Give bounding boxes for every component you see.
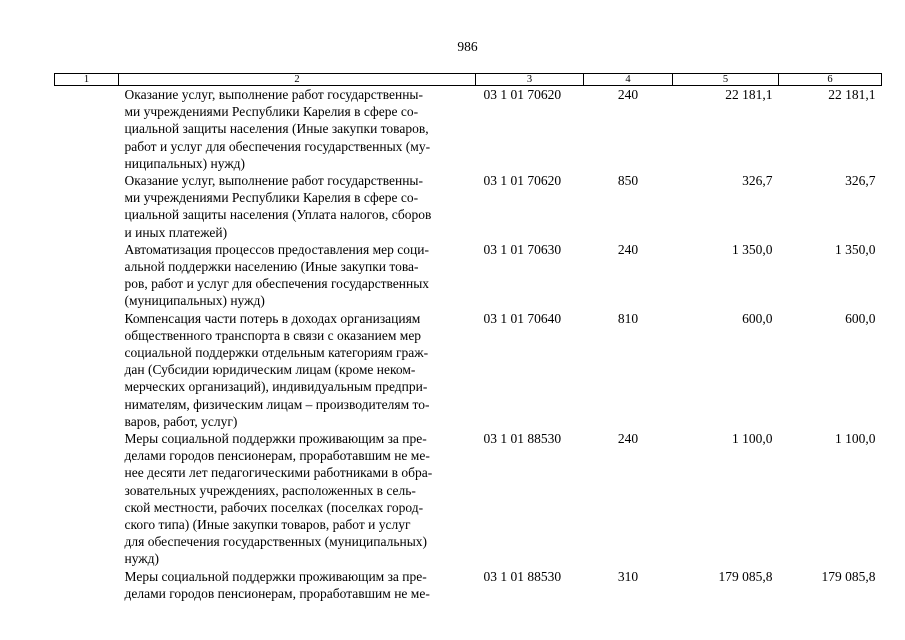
column-header-5: 5 xyxy=(673,74,779,86)
expense-type-code: 310 xyxy=(617,568,639,584)
page-number: 986 xyxy=(457,39,478,54)
expense-type-code: 240 xyxy=(617,241,639,257)
amount-year-2: 179 085,8 xyxy=(821,568,876,584)
target-article-code: 03 1 01 88530 xyxy=(483,568,562,584)
amount-year-2: 1 100,0 xyxy=(835,431,876,447)
amount-year-1: 22 181,1 xyxy=(725,87,773,102)
expense-type-code: 240 xyxy=(617,87,639,102)
table-row xyxy=(55,172,882,241)
table-row xyxy=(55,86,882,173)
row-description: Компенсация части потерь в доходах организациям общественного транспорта в связи с оказанием мер социальной поддержки отдельным категориям граж- дан (Субсидии юридическим лицам (кроме неком- мерческих организаций), индивидуальным предпри- нимателям, физическим лицам – производителям то- варов, работ, услуг) xyxy=(124,310,430,429)
amount-year-1: 600,0 xyxy=(742,310,773,326)
column-header-4: 4 xyxy=(584,74,673,86)
row-description: Оказание услуг, выполнение работ государственны- ми учреждениями Республики Карелия в сфере со- циальной защиты населения (Иные закупки товаров, работ и услуг для обеспечения государственных (му- ниципальных) нужд) xyxy=(124,87,431,171)
amount-year-1: 1 100,0 xyxy=(732,431,773,447)
column-header-2: 2 xyxy=(119,74,476,86)
target-article-code: 03 1 01 70630 xyxy=(483,241,562,257)
column-header-3: 3 xyxy=(476,74,584,86)
target-article-code: 03 1 01 70640 xyxy=(483,310,562,326)
empty-cell xyxy=(55,241,119,310)
row-description: Меры социальной поддержки проживающим за пре- делами городов пенсионерам, проработавшим не ме- xyxy=(124,568,430,601)
table-body xyxy=(55,86,882,603)
empty-cell xyxy=(55,310,119,430)
amount-year-1: 179 085,8 xyxy=(718,568,773,584)
row-description: Автоматизация процессов предоставления мер соци- альной поддержки населению (Иные закупки това- ров, работ и услуг для обеспечения государственных (муниципальных) нужд) xyxy=(124,241,430,309)
amount-year-1: 326,7 xyxy=(742,173,773,189)
empty-cell xyxy=(55,172,119,241)
row-description: Оказание услуг, выполнение работ государственны- ми учреждениями Республики Карелия в сфере со- циальной защиты населения (Уплата налогов, сборов и иных платежей) xyxy=(124,173,432,240)
expense-type-code: 240 xyxy=(617,431,639,447)
amount-year-2: 600,0 xyxy=(845,310,876,326)
target-article-code: 03 1 01 70620 xyxy=(483,87,562,102)
header-row xyxy=(55,74,882,86)
empty-cell xyxy=(55,568,119,602)
table-header xyxy=(55,74,882,86)
empty-cell xyxy=(55,86,119,173)
row-description: Меры социальной поддержки проживающим за пре- делами городов пенсионерам, проработавшим не ме- нее десяти лет педагогическими работниками в обра- зовательных учреждениях, расположенных в сель- ской местности, рабочих поселках (поселках город- ского типа) (Иные закупки товаров, работ и услуг для обеспечения государственных (муниципальных) нужд) xyxy=(124,431,433,567)
table-row xyxy=(55,568,882,602)
empty-cell xyxy=(55,430,119,568)
amount-year-2: 1 350,0 xyxy=(835,241,876,257)
expense-type-code: 810 xyxy=(617,310,639,326)
amount-year-2: 22 181,1 xyxy=(828,87,876,102)
expense-type-code: 850 xyxy=(617,173,639,189)
amount-year-1: 1 350,0 xyxy=(732,241,773,257)
table-row xyxy=(55,310,882,430)
budget-table xyxy=(54,73,882,602)
column-header-6: 6 xyxy=(779,74,882,86)
target-article-code: 03 1 01 88530 xyxy=(483,431,562,447)
table-row xyxy=(55,241,882,310)
table-row xyxy=(55,430,882,568)
column-header-1: 1 xyxy=(55,74,119,86)
target-article-code: 03 1 01 70620 xyxy=(483,173,562,189)
amount-year-2: 326,7 xyxy=(845,173,876,189)
